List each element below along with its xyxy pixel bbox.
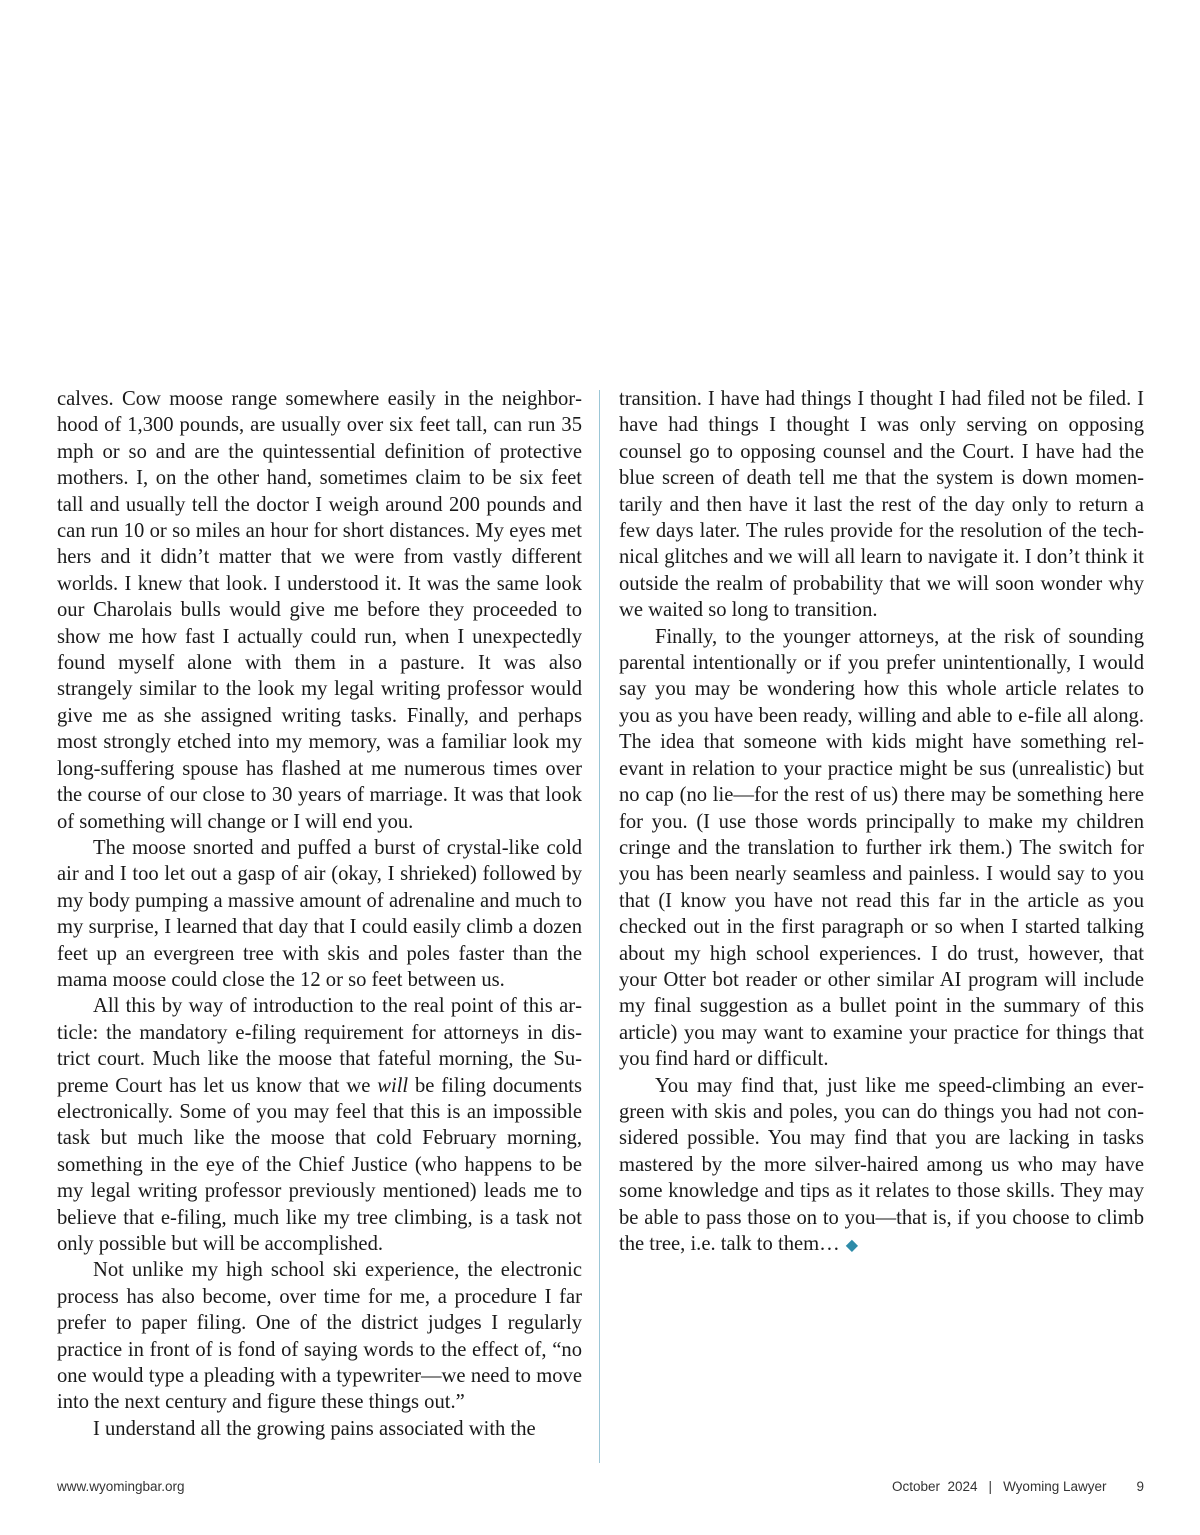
paragraph: I understand all the growing pains associated with the: [93, 1417, 536, 1440]
paragraph-text: be filing documents electronically. Some of you may feel that this is an impossible task but much like the moose that cold February morning, something in the eye of the Chief Justice (who happens to be my legal writing professor previously mentioned) leads me to believe that e-filing, much like my tree climbing, is a task not only possible but will be accomplished.: [57, 1074, 582, 1255]
footer-website-link[interactable]: www.wyomingbar.org: [57, 1479, 185, 1494]
paragraph-text: All this by way of introduction to the real point of this article: the mandatory e-filing requirement for attorneys in district court. Much like the moose that fateful morning, the Supreme Court has let us know that we: [57, 995, 582, 1097]
paragraph: Finally, to the younger attorneys, at the risk of sounding parental intentionally or if you prefer unintentionally, I would say you may be wondering how this whole article relates to you as you have been ready, willing and able to e-file all along. The idea that someone with kids might have something relevant in relation to your practice might be sus (unrealistic) but no cap (no lie—for the rest of us) there may be something here for you. (I use those words principally to make my children cringe and the translation to further irk them.) The switch for you has been nearly seamless and painless. I would say to you that (I know you have not read this far in the article as you checked out in the first paragraph or so when I started talking about my high school experiences. I do trust, however, that your Otter bot reader or other similar AI program will include my final suggestion as a bullet point in the summary of this article) you may want to examine your practice for things that you find hard or difficult.: [619, 625, 1144, 1071]
end-mark-icon: ◆: [845, 1237, 859, 1254]
paragraph-text: You may find that, just like me speed-climbing an evergreen with skis and poles, you can do things you had not considered possible. You may find that you are lacking in tasks mastered by the more silver-haired among us who may have some knowledge and tips as it relates to those skills. They may be able to pass those on to you—that is, if you choose to climb the tree, i.e. talk to them…: [619, 1074, 1144, 1255]
footer-issue-date: October 2024: [891, 1479, 978, 1494]
paragraph: The moose snorted and puffed a burst of crystal-like cold air and I too let out a gasp of air (okay, I shrieked) followed by my body pumping a massive amount of adrenaline and much to my surprise, I learned that day that I could easily climb a dozen feet up an evergreen tree with skis and poles faster than the mama moose could close the 12 or so feet between us.: [57, 836, 582, 991]
paragraph: calves. Cow moose range somewhere easily in the neighborhood of 1,300 pounds, are usually over six feet tall, can run 35 mph or so and are the quintessential definition of protective mothers. I, on the other hand, sometimes claim to be six feet tall and usually tell the doctor I weigh around 200 pounds and can run 10 or so miles an hour for short distances. My eyes met hers and it didn’t matter that we were from vastly different worlds. I knew that look. I understood it. It was the same look our Charolais bulls would give me before they proceeded to show me how fast I actually could run, when I unexpectedly found myself alone with them in a pasture. It was also strangely similar to the look my legal writing professor would give me as she assigned writing tasks. Finally, and perhaps most strongly etched into my memory, was a familiar look my long-suffering spouse has flashed at me numerous times over the course of our close to 30 years of marriage. It was that look of something will change or I will end you.: [57, 388, 582, 833]
paragraph: Not unlike my high school ski experience, the electronic process has also become, over time for me, a procedure I far prefer to paper filing. One of the district judges I regularly practice in front of is fond of saying words to the effect of, “no one would type a pleading with a typewriter—we need to move into the next century and figure these things out.”: [57, 1259, 582, 1414]
page-footer: [57, 1479, 1144, 1499]
right-column: [619, 386, 1144, 1462]
left-column: [57, 386, 582, 1462]
emphasis-text: will: [377, 1074, 409, 1097]
paragraph: transition. I have had things I thought I had filed not be filed. I have had things I thought I was only serving on opposing counsel go to opposing counsel and the Court. I have had the blue screen of death tell me that the system is down momentarily and then have it last the rest of the day only to return a few days later. The rules provide for the resolution of the technical glitches and we will all learn to navigate it. I don’t think it outside the realm of probability that we will soon wonder why we waited so long to transition.: [619, 388, 1144, 622]
paragraph: [57, 993, 582, 1257]
paragraph: [619, 1073, 1144, 1260]
column-divider: [599, 390, 600, 1463]
footer-publication-name: Wyoming Lawyer: [1003, 1479, 1107, 1494]
article-body: [57, 386, 1144, 1464]
footer-issue-info: [892, 1479, 1144, 1494]
page-number: 9: [1136, 1479, 1144, 1494]
footer-separator: |: [988, 1479, 993, 1494]
